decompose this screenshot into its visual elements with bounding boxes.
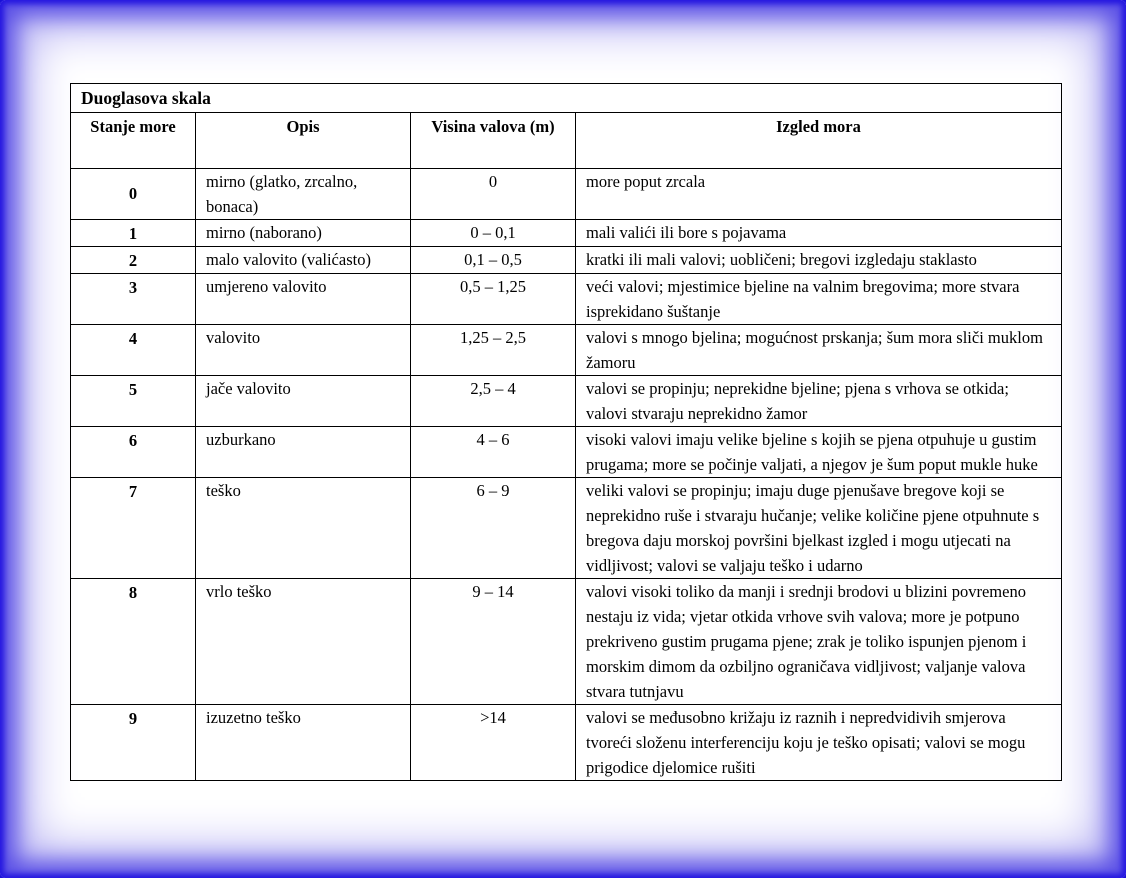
description-cell: umjereno valovito [196, 274, 411, 325]
table-row [71, 705, 1062, 781]
wave-height-cell: 0 [411, 169, 576, 220]
wave-height-cell: 0 – 0,1 [411, 220, 576, 247]
description-cell: teško [196, 478, 411, 579]
header-wave-height: Visina valova (m) [411, 113, 576, 169]
table-row [71, 169, 1062, 220]
appearance-cell: valovi se međusobno križaju iz raznih i nepredvidivih smjerova tvoreći složenu interferenciju koju je teško opisati; valovi se mogu prigodice djelomice rušiti [576, 705, 1062, 781]
wave-height-cell: 0,5 – 1,25 [411, 274, 576, 325]
appearance-cell: kratki ili mali valovi; uobličeni; bregovi izgledaju staklasto [576, 247, 1062, 274]
table-row [71, 325, 1062, 376]
header-description: Opis [196, 113, 411, 169]
description-cell: uzburkano [196, 427, 411, 478]
appearance-cell: valovi visoki toliko da manji i srednji brodovi u blizini povremeno nestaju iz vida; vjetar otkida vrhove svih valova; more je potpuno prekriveno gustim prugama pjene; zrak je toliko ispunjen pjenom i morskim dimom da ozbiljno ograničava vidljivost; valjanje valova stvara tutnjavu [576, 579, 1062, 705]
table-row [71, 478, 1062, 579]
description-cell: valovito [196, 325, 411, 376]
douglas-scale-table-container [70, 83, 1061, 781]
appearance-cell: mali valići ili bore s pojavama [576, 220, 1062, 247]
appearance-cell: visoki valovi imaju velike bjeline s kojih se pjena otpuhuje u gustim prugama; more se počinje valjati, a njegov je šum poput mukle huke [576, 427, 1062, 478]
appearance-cell: veliki valovi se propinju; imaju duge pjenušave bregove koji se neprekidno ruše i stvaraju hučanje; velike količine pjene otpuhnute s bregova daju morskoj površini bjelkast izgled i mogu utjecati na vidljivost; valovi se valjaju teško i udarno [576, 478, 1062, 579]
wave-height-cell: 0,1 – 0,5 [411, 247, 576, 274]
appearance-cell: more poput zrcala [576, 169, 1062, 220]
table-row [71, 247, 1062, 274]
sea-state-cell: 6 [71, 427, 196, 478]
table-row [71, 427, 1062, 478]
sea-state-cell: 3 [71, 274, 196, 325]
wave-height-cell: 9 – 14 [411, 579, 576, 705]
table-caption: Duoglasova skala [71, 84, 1062, 113]
header-sea-appearance: Izgled mora [576, 113, 1062, 169]
description-cell: mirno (glatko, zrcalno, bonaca) [196, 169, 411, 220]
table-row [71, 376, 1062, 427]
table-caption-row [71, 84, 1062, 113]
sea-state-cell: 7 [71, 478, 196, 579]
description-cell: vrlo teško [196, 579, 411, 705]
table-header-row [71, 113, 1062, 169]
sea-state-cell: 9 [71, 705, 196, 781]
description-cell: jače valovito [196, 376, 411, 427]
sea-state-cell: 4 [71, 325, 196, 376]
sea-state-cell: 2 [71, 247, 196, 274]
appearance-cell: veći valovi; mjestimice bjeline na valnim bregovima; more stvara isprekidano šuštanje [576, 274, 1062, 325]
wave-height-cell: 6 – 9 [411, 478, 576, 579]
wave-height-cell: 2,5 – 4 [411, 376, 576, 427]
description-cell: mirno (naborano) [196, 220, 411, 247]
description-cell: malo valovito (valićasto) [196, 247, 411, 274]
douglas-scale-table [70, 83, 1062, 781]
wave-height-cell: >14 [411, 705, 576, 781]
table-row [71, 579, 1062, 705]
wave-height-cell: 4 – 6 [411, 427, 576, 478]
description-cell: izuzetno teško [196, 705, 411, 781]
sea-state-cell: 5 [71, 376, 196, 427]
header-sea-state: Stanje more [71, 113, 196, 169]
sea-state-cell: 8 [71, 579, 196, 705]
sea-state-cell: 0 [71, 169, 196, 220]
table-row [71, 220, 1062, 247]
table-row [71, 274, 1062, 325]
wave-height-cell: 1,25 – 2,5 [411, 325, 576, 376]
sea-state-cell: 1 [71, 220, 196, 247]
appearance-cell: valovi se propinju; neprekidne bjeline; pjena s vrhova se otkida; valovi stvaraju neprekidno žamor [576, 376, 1062, 427]
appearance-cell: valovi s mnogo bjelina; mogućnost prskanja; šum mora sliči muklom žamoru [576, 325, 1062, 376]
